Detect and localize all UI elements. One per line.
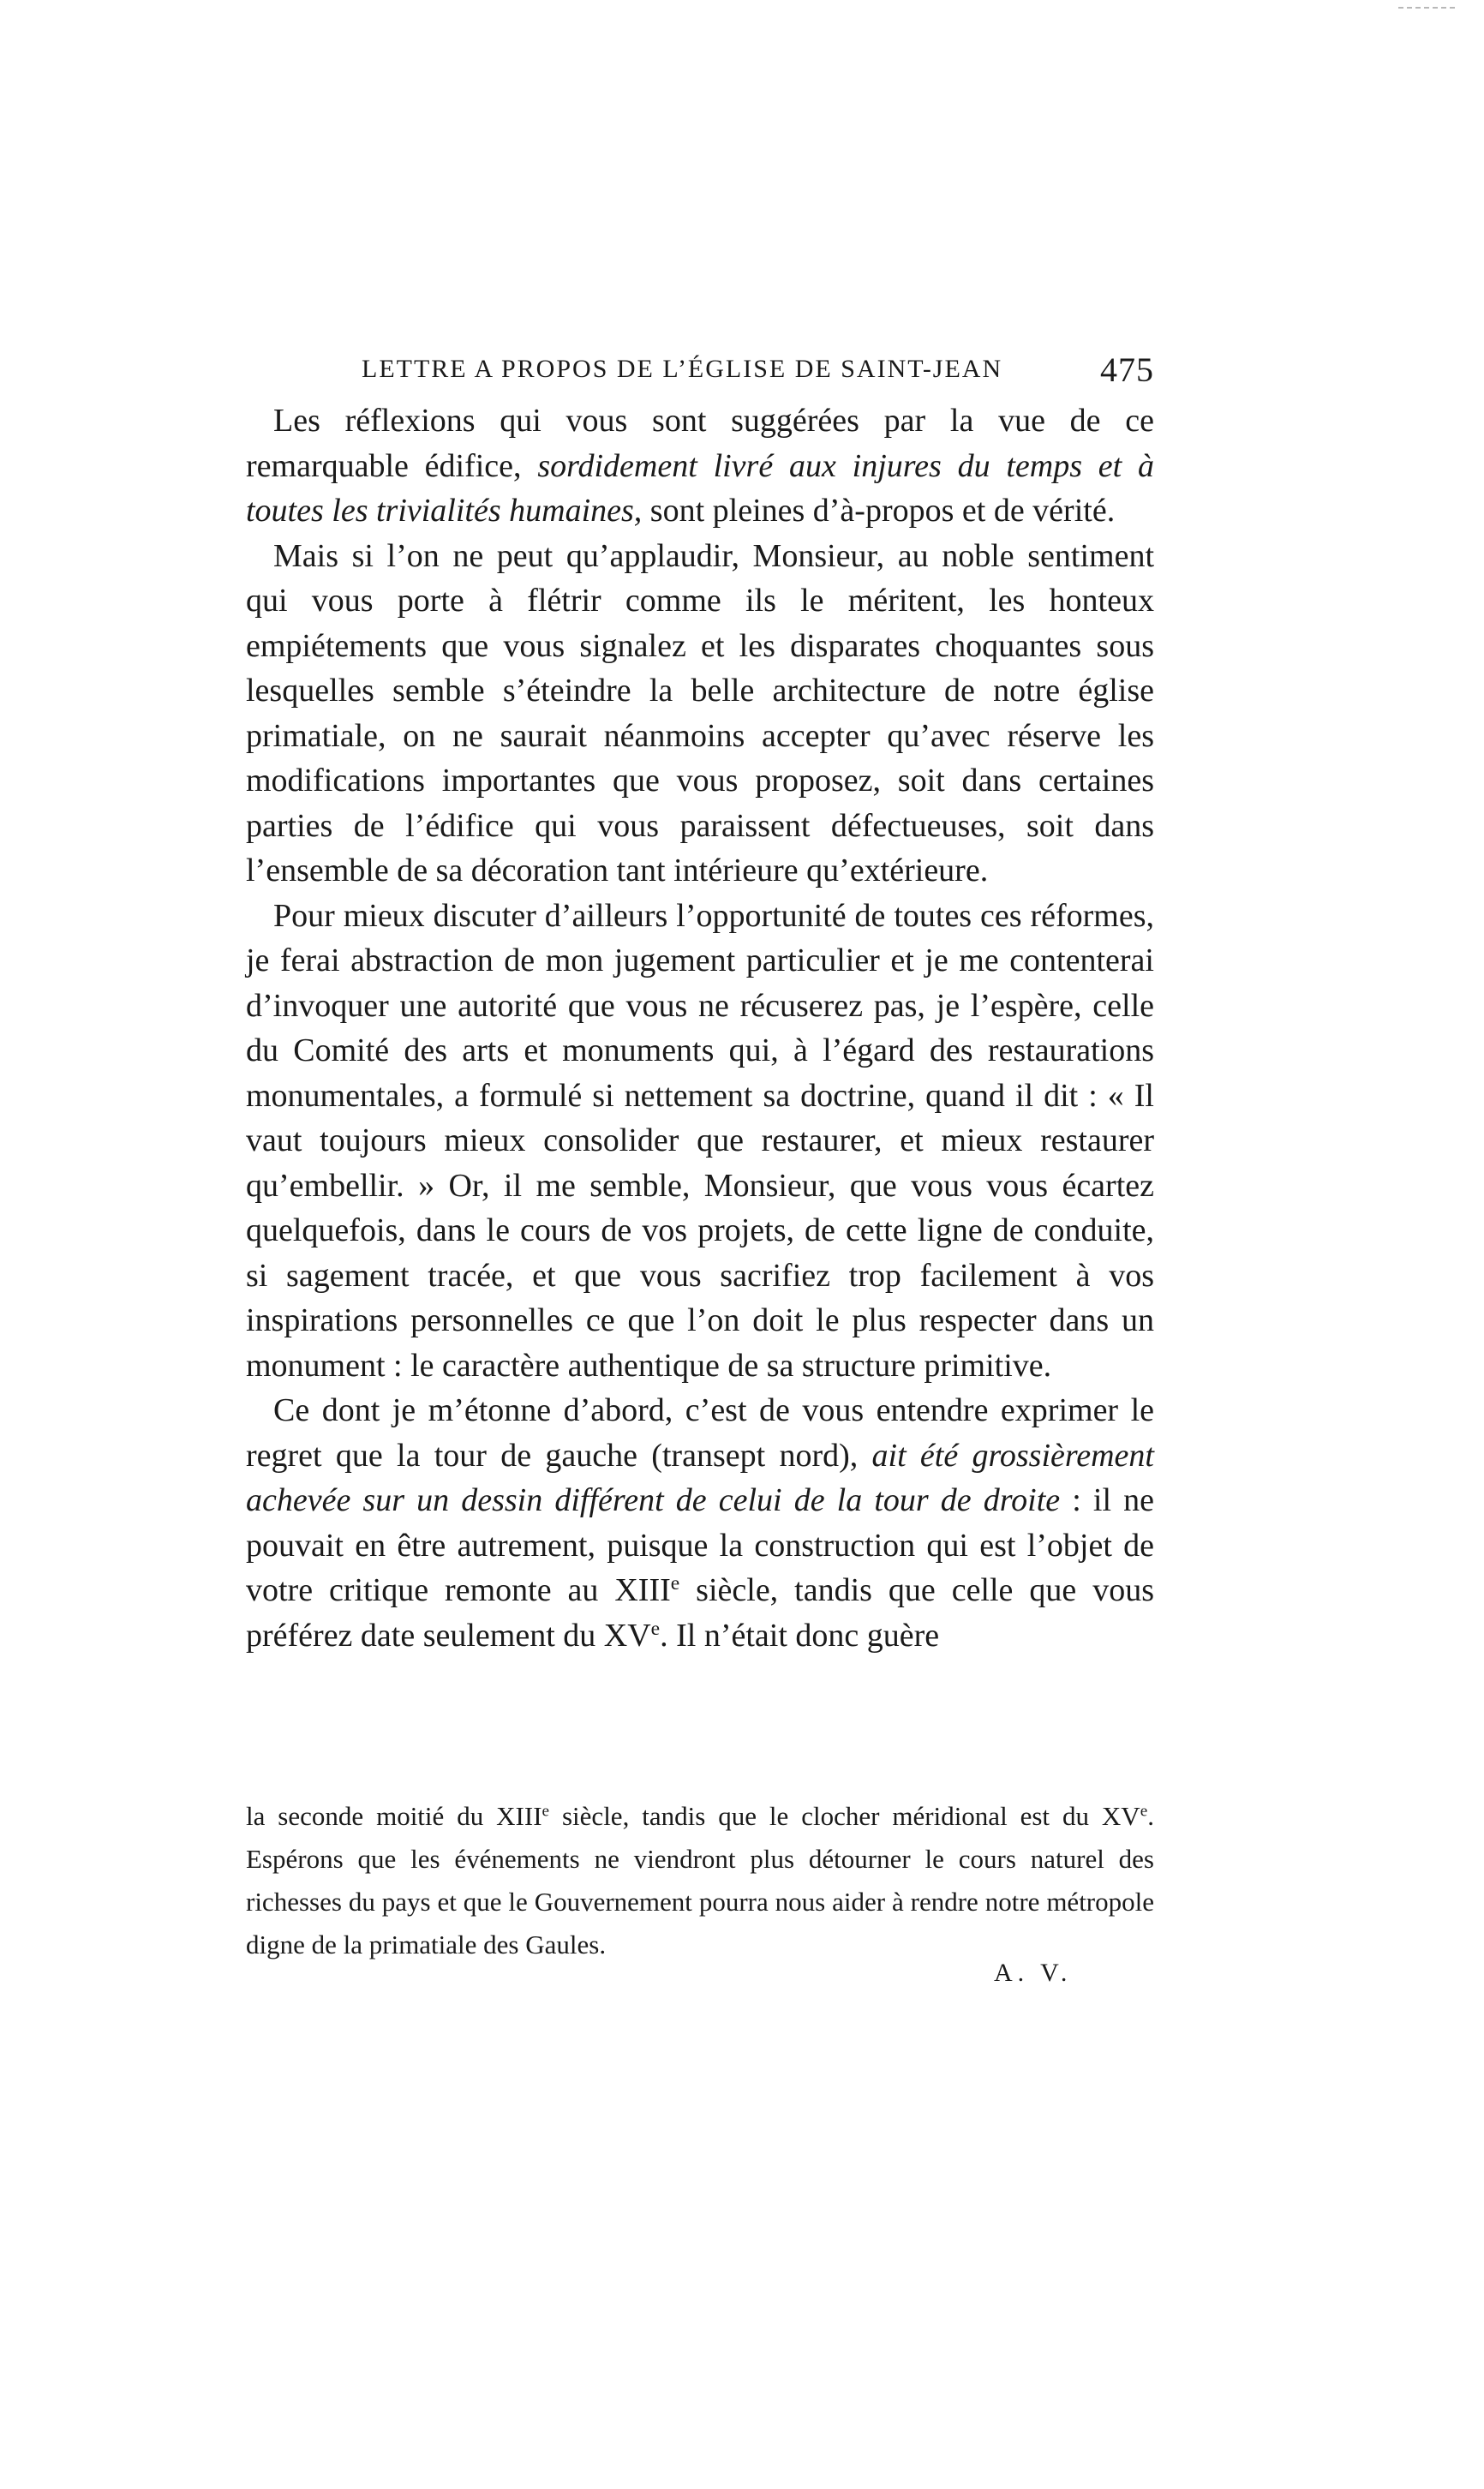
century-superscript: e [670, 1572, 680, 1595]
paragraph-3: Pour mieux discuter d’ailleurs l’opportunité de toutes ces réformes, je ferai abstraction de mon jugement particulier et je me contenterai d’invoquer une autorité que vous ne récuserez pas, je l’espère, celle du Comité des arts et monuments qui, à l’égard des restaurations monumentales, a formulé si nettement sa doctrine, quand il dit : « Il vaut toujours mieux consolider que restaurer, et mieux restaurer qu’embellir. » Or, il me semble, Monsieur, que vous vous écartez quelquefois, dans le cours de vos projets, de cette ligne de conduite, si sagement tracée, et que vous sacrifiez trop facilement à vos inspirations personnelles ce que l’on doit le plus respecter dans un monument : le caractère authentique de sa structure primitive. [246, 897, 1154, 1384]
century-numeral: XV [603, 1617, 651, 1654]
footnote-text [246, 1795, 1154, 1966]
scan-edge-mark [1398, 7, 1455, 9]
paragraph-1-italic-quote: sordidement livré aux injures du temps et à toutes les trivialités humaines, [246, 447, 1154, 529]
paragraph-1-text-a: Les réflexions qui vous sont suggérées par la vue de ce remarquable édifice, [246, 403, 1154, 484]
paragraph-1 [246, 398, 1154, 534]
running-head [246, 350, 1154, 392]
paragraph-2: Mais si l’on ne peut qu’applaudir, Monsieur, au noble sentiment qui vous porte à flétrir comme ils le méritent, les honteux empiétements que vous signalez et les disparates choquantes sous lesquelles semble s’éteindre la belle architecture de notre église primatiale, on ne saurait néanmoins accepter qu’avec réserve les modifications importantes que vous proposez, soit dans certaines parties de l’édifice qui vous paraissent défectueuses, soit dans l’ensemble de sa décoration tant intérieure qu’extérieure. [246, 537, 1154, 889]
main-text [246, 398, 1154, 1658]
paragraph-4 [246, 1388, 1154, 1658]
century-superscript: e [542, 1802, 550, 1821]
paragraph-1-text-b: sont pleines d’à-propos et de vérité. [642, 493, 1116, 529]
footnote-text-c: . Espérons que les événements ne viendront plus détourner le cours naturel des richesses du pays et que le Gouvernement pourra nous aider à rendre notre métropole digne de la primatiale des Gaules. [246, 1801, 1154, 1959]
paragraph-4-text-b: : il ne pouvait en être autrement, puisque la construction qui est l’objet de votre critique remonte au [246, 1482, 1154, 1608]
century-numeral: XIII [496, 1801, 542, 1831]
century-superscript: e [650, 1617, 661, 1640]
page-number: 475 [1100, 350, 1154, 389]
running-head-title: LETTRE A PROPOS DE L’ÉGLISE DE SAINT-JEAN [362, 355, 1003, 383]
paragraph-4-text-a: Ce dont je m’étonne d’abord, c’est de vous entendre exprimer le regret que la tour de gauche (transept nord), [246, 1392, 1154, 1474]
footnote [246, 1795, 1154, 1966]
footnote-signature: A. V. [994, 1959, 1073, 1987]
paragraph-4-text-c: siècle, tandis que celle que vous préférez date seulement du [246, 1572, 1154, 1654]
paragraph-4-text-d: . Il n’était donc guère [660, 1617, 940, 1654]
century-numeral: XV [1101, 1801, 1140, 1831]
footnote-text-a: la seconde moitié du [246, 1801, 497, 1831]
century-numeral: XIII [614, 1572, 671, 1608]
paragraph-4-italic-quote: ait été grossièrement achevée sur un dessin différent de celui de la tour de droite [246, 1437, 1154, 1518]
century-superscript: e [1140, 1802, 1148, 1821]
footnote-text-b: siècle, tandis que le clocher méridional est du [549, 1801, 1102, 1831]
